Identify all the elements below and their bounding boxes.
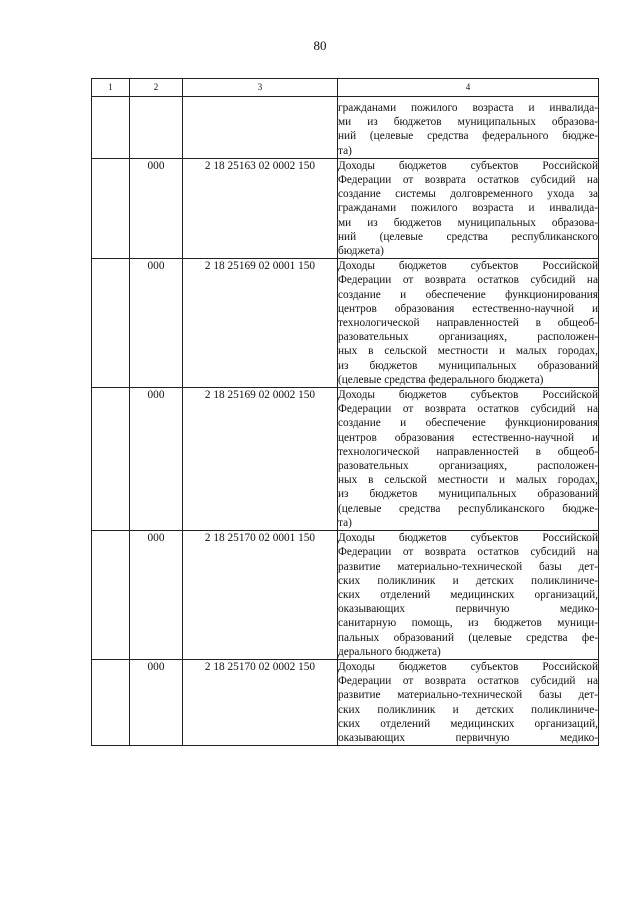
- description-line: развитие материально-технической базы дет-: [338, 560, 598, 573]
- cell-description: [338, 97, 599, 159]
- table-row: [92, 97, 599, 159]
- description-line: ских поликлиник и детских поликлиниче-: [338, 703, 598, 716]
- table-row: [92, 531, 599, 660]
- table-row: [92, 259, 599, 388]
- cell-admin-code: 000: [130, 158, 183, 258]
- description-line: та): [338, 516, 352, 529]
- description-line: ми из бюджетов муниципальных образова-: [338, 116, 598, 129]
- cell-admin-code: 000: [130, 659, 183, 745]
- description-line: (целевые средства федерального бюджета): [338, 373, 544, 386]
- cell-revenue-code: 2 18 25169 02 0002 150: [183, 388, 338, 531]
- cell-revenue-code: 2 18 25170 02 0002 150: [183, 659, 338, 745]
- description-line: развитие материально-технической базы дет-: [338, 689, 598, 702]
- description-line: Доходы бюджетов субъектов Российской: [338, 389, 598, 402]
- description-line: ских отделений медицинских организаций,: [338, 717, 598, 730]
- description-line: ских поликлиник и детских поликлиниче-: [338, 574, 598, 587]
- cell-admin-code: [130, 97, 183, 159]
- description-line: Доходы бюджетов субъектов Российской: [338, 660, 598, 673]
- cell-col-1: [92, 388, 130, 531]
- header-col-1: 1: [92, 79, 130, 97]
- cell-col-1: [92, 97, 130, 159]
- description-line: центров образования естественно-научной и: [338, 431, 598, 444]
- cell-col-1: [92, 531, 130, 660]
- description-line: создание и обеспечение функционирования: [338, 288, 598, 301]
- description-line: дерального бюджета): [338, 645, 441, 658]
- cell-revenue-code: [183, 97, 338, 159]
- description-line: ний (целевые средства федерального бюдже-: [338, 130, 598, 143]
- description-line: ний (целевые средства республиканского: [338, 230, 598, 243]
- description-line: санитарную помощь, из бюджетов муници-: [338, 617, 598, 630]
- description-line: оказывающих первичную медико-: [338, 603, 598, 616]
- table-header-row: [92, 79, 599, 97]
- header-col-3: 3: [183, 79, 338, 97]
- cell-revenue-code: 2 18 25163 02 0002 150: [183, 158, 338, 258]
- description-line: из бюджетов муниципальных образований: [338, 359, 598, 372]
- description-line: бюджета): [338, 245, 384, 258]
- description-line: Федерации от возврата остатков субсидий на: [338, 675, 598, 688]
- description-line: оказывающих первичную медико-: [338, 731, 598, 744]
- cell-revenue-code: 2 18 25170 02 0001 150: [183, 531, 338, 660]
- description-line: разовательных организациях, расположен-: [338, 331, 598, 344]
- header-col-2: 2: [130, 79, 183, 97]
- description-line: разовательных организациях, расположен-: [338, 460, 598, 473]
- description-line: Федерации от возврата остатков субсидий на: [338, 274, 598, 287]
- cell-description: [338, 531, 599, 660]
- description-line: центров образования естественно-научной и: [338, 302, 598, 315]
- description-line: Федерации от возврата остатков субсидий на: [338, 546, 598, 559]
- description-line: Федерации от возврата остатков субсидий на: [338, 174, 598, 187]
- description-line: гражданами пожилого возраста и инвалида-: [338, 202, 598, 215]
- description-line: ных в сельской местности и малых городах,: [338, 474, 598, 487]
- description-line: Доходы бюджетов субъектов Российской: [338, 260, 598, 273]
- description-line: (целевые средства республиканского бюдже-: [338, 502, 598, 515]
- description-line: пальных образований (целевые средства фе-: [338, 631, 598, 644]
- cell-description: [338, 259, 599, 388]
- description-line: технологической направленностей в общеоб-: [338, 445, 598, 458]
- table-row: [92, 659, 599, 745]
- description-line: создание системы долговременного ухода за: [338, 188, 598, 201]
- cell-description: [338, 158, 599, 258]
- description-line: Доходы бюджетов субъектов Российской: [338, 532, 598, 545]
- table-row: [92, 388, 599, 531]
- budget-classification-table: [91, 78, 599, 746]
- cell-admin-code: 000: [130, 531, 183, 660]
- description-line: гражданами пожилого возраста и инвалида-: [338, 102, 598, 114]
- description-line: создание и обеспечение функционирования: [338, 417, 598, 430]
- description-line: из бюджетов муниципальных образований: [338, 488, 598, 501]
- cell-admin-code: 000: [130, 388, 183, 531]
- description-line: ских отделений медицинских организаций,: [338, 588, 598, 601]
- cell-admin-code: 000: [130, 259, 183, 388]
- cell-description: [338, 388, 599, 531]
- cell-col-1: [92, 259, 130, 388]
- page-number: 80: [313, 38, 327, 53]
- description-line: Доходы бюджетов субъектов Российской: [338, 159, 598, 172]
- table-row: [92, 158, 599, 258]
- description-line: ми из бюджетов муниципальных образова-: [338, 216, 598, 229]
- description-line: ных в сельской местности и малых городах,: [338, 345, 598, 358]
- description-line: та): [338, 144, 352, 157]
- description-line: Федерации от возврата остатков субсидий на: [338, 403, 598, 416]
- cell-col-1: [92, 158, 130, 258]
- header-col-4: 4: [338, 79, 599, 97]
- cell-col-1: [92, 659, 130, 745]
- description-line: технологической направленностей в общеоб-: [338, 317, 598, 330]
- cell-description: [338, 659, 599, 745]
- cell-revenue-code: 2 18 25169 02 0001 150: [183, 259, 338, 388]
